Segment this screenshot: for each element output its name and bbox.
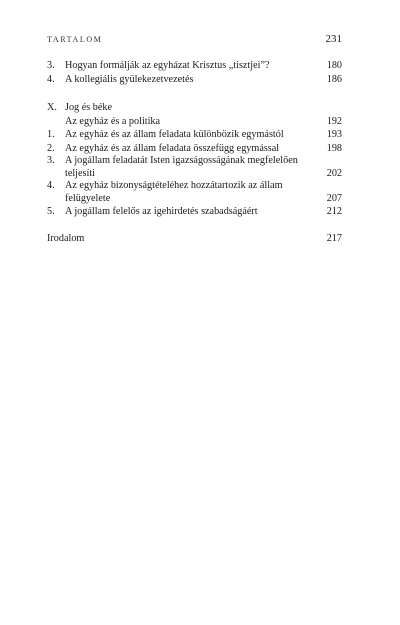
entry-title: Az egyház és az állam feladata különbözik egymástól bbox=[65, 129, 284, 140]
entry-page: 193 bbox=[326, 129, 342, 140]
entry-number: 2. bbox=[47, 142, 55, 154]
chapter-title: Jog és béke bbox=[65, 102, 112, 113]
running-head bbox=[47, 33, 342, 47]
bibliography-entry bbox=[47, 232, 342, 246]
entry-title: Hogyan formálják az egyházat Krisztus „tisztjei”? bbox=[65, 60, 270, 71]
entry-number: 3. bbox=[47, 155, 55, 166]
entry-title: A kollegiális gyülekezetvezetés bbox=[65, 73, 194, 85]
toc-entry bbox=[47, 155, 342, 180]
toc-entry bbox=[47, 142, 342, 156]
chapter-heading bbox=[47, 101, 342, 115]
chapter-subtitle-row bbox=[47, 115, 342, 129]
toc-entry bbox=[47, 128, 342, 142]
entry-number: 1. bbox=[47, 129, 55, 140]
page-number: 231 bbox=[325, 33, 342, 45]
entry-page: 186 bbox=[326, 73, 342, 85]
chapter-page: 192 bbox=[326, 115, 342, 127]
entry-title: Az egyház és az állam feladata összefügg egymással bbox=[65, 142, 280, 154]
entry-page: 207 bbox=[326, 192, 342, 204]
bibliography-title: Irodalom bbox=[47, 232, 85, 244]
bibliography-page: 217 bbox=[326, 232, 342, 244]
entry-page: 212 bbox=[326, 206, 342, 217]
toc-entry bbox=[47, 180, 342, 205]
entry-page: 202 bbox=[326, 167, 342, 179]
entry-title: A jogállam feladatát Isten igazságosságának megfelelően teljesíti bbox=[65, 155, 298, 179]
entry-page: 198 bbox=[326, 142, 342, 154]
entry-number: 4. bbox=[47, 73, 55, 85]
entry-number: 5. bbox=[47, 206, 55, 217]
chapter-number: X. bbox=[47, 102, 57, 113]
toc-entry bbox=[47, 73, 342, 87]
toc-entry bbox=[47, 59, 342, 73]
entry-title: A jogállam felelős az igehirdetés szabadságáért bbox=[65, 206, 258, 217]
toc-entry bbox=[47, 205, 342, 219]
entry-title: Az egyház bizonyságtételéhez hozzátartozik az állam felügyelete bbox=[65, 180, 283, 204]
chapter-subtitle: Az egyház és a politika bbox=[65, 115, 161, 127]
entry-number: 4. bbox=[47, 180, 55, 191]
toc-page bbox=[47, 33, 342, 245]
running-title: TARTALOM bbox=[47, 35, 103, 44]
entry-number: 3. bbox=[47, 60, 55, 71]
entry-page: 180 bbox=[326, 60, 342, 71]
